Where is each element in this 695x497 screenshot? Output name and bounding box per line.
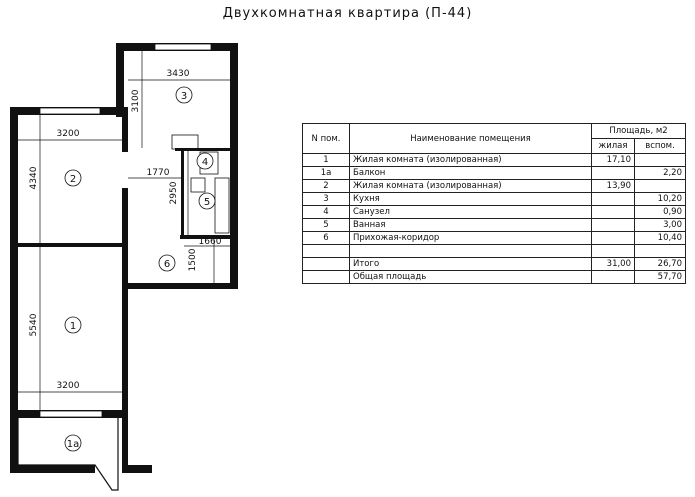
- room-number-bath: 5: [203, 197, 211, 208]
- cell-living: 13,90: [592, 180, 635, 193]
- table-row-overall: [303, 271, 686, 284]
- cell-no: 6: [303, 232, 350, 245]
- room-number-hall: 6: [163, 259, 171, 270]
- room-number-balcony: 1а: [66, 439, 80, 450]
- dim-room2-depth: 4340: [29, 166, 39, 190]
- table-row: [303, 180, 686, 193]
- cell-name: Прихожая-коридор: [350, 232, 592, 245]
- cell-no: 2: [303, 180, 350, 193]
- col-header-living: жилая: [592, 139, 635, 154]
- dim-room1-width: 3200: [56, 381, 80, 391]
- col-header-area: Площадь, м2: [592, 124, 686, 139]
- cell-aux: 10,40: [635, 232, 686, 245]
- cell-aux: 3,00: [635, 219, 686, 232]
- cell-no: 5: [303, 219, 350, 232]
- total-living: 31,00: [592, 258, 635, 271]
- room-number-room2: 2: [69, 174, 77, 185]
- cell-name: Санузел: [350, 206, 592, 219]
- dim-hall-depth: 1500: [188, 248, 198, 272]
- table-row-total: [303, 258, 686, 271]
- cell-no: 4: [303, 206, 350, 219]
- balcony-outline: [18, 418, 118, 490]
- table-row: [303, 167, 686, 180]
- room-number-room1: 1: [69, 321, 77, 332]
- table-row: [303, 206, 686, 219]
- table-row: [303, 154, 686, 167]
- cell-living: 17,10: [592, 154, 635, 167]
- table-row: [303, 219, 686, 232]
- cell-aux: [635, 180, 686, 193]
- rooms-table: [302, 123, 686, 284]
- cell-no: 1: [303, 154, 350, 167]
- table-row-spacer: [303, 245, 686, 258]
- cell-living: [592, 232, 635, 245]
- col-header-name: Наименование помещения: [350, 124, 592, 154]
- cell-name: Балкон: [350, 167, 592, 180]
- overall-label: Общая площадь: [350, 271, 592, 284]
- room-number-kitchen: 3: [180, 91, 188, 102]
- cell-name: Жилая комната (изолированная): [350, 154, 592, 167]
- dim-room1-depth: 5540: [29, 313, 39, 337]
- total-aux: 26,70: [635, 258, 686, 271]
- cell-name: Жилая комната (изолированная): [350, 180, 592, 193]
- cell-aux: 0,90: [635, 206, 686, 219]
- page-title: Двухкомнатная квартира (П-44): [222, 6, 473, 21]
- cell-aux: 2,20: [635, 167, 686, 180]
- dim-bath-depth: 2950: [169, 181, 179, 205]
- cell-no: 1а: [303, 167, 350, 180]
- dim-hall-width: 1660: [198, 237, 222, 247]
- cell-name: Ванная: [350, 219, 592, 232]
- cell-living: [592, 193, 635, 206]
- table-row: [303, 193, 686, 206]
- room-number-toilet: 4: [201, 157, 209, 168]
- col-header-aux: вспом.: [635, 139, 686, 154]
- cell-living: [592, 167, 635, 180]
- total-label: Итого: [350, 258, 592, 271]
- walls: [10, 43, 238, 473]
- table-row: [303, 232, 686, 245]
- cell-aux: [635, 154, 686, 167]
- floor-plan: [0, 0, 300, 497]
- dim-room2-width: 3200: [56, 129, 80, 139]
- cell-name: Кухня: [350, 193, 592, 206]
- cell-living: [592, 206, 635, 219]
- dim-kitchen-width: 3430: [166, 69, 190, 79]
- cell-living: [592, 219, 635, 232]
- dim-kitchen-depth: 3100: [131, 89, 141, 113]
- cell-aux: 10,20: [635, 193, 686, 206]
- dim-corridor-width: 1770: [146, 168, 170, 178]
- overall-aux: 57,70: [635, 271, 686, 284]
- cell-no: 3: [303, 193, 350, 206]
- col-header-no: N пом.: [303, 124, 350, 154]
